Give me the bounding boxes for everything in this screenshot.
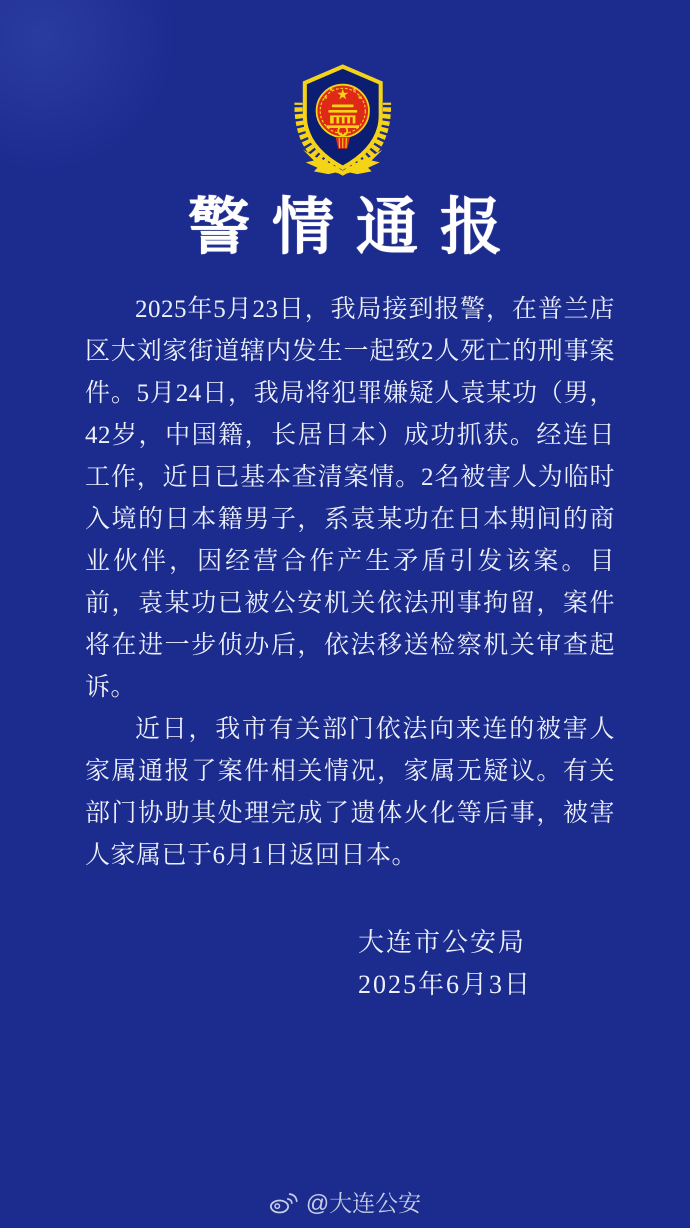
notice-paragraph-2: 近日，我市有关部门依法向来连的被害人家属通报了案件相关情况，家属无疑议。有关部门协助其处理完成了遗体火化等后事，被害人家属已于6月1日返回日本。 xyxy=(85,716,615,869)
signature-agency: 大连市公安局 xyxy=(358,928,527,957)
notice-paragraph-1: 2025年5月23日，我局接到报警，在普兰店区大刘家街道辖内发生一起致2人死亡的刑事案件。5月24日，我局将犯罪嫌疑人袁某功（男，42岁，中国籍，长居日本）成功抓获。经连日工作，近日已基本查清案情。2名被害人为临时入境的日本籍男子，系袁某功在日本期间的商业伙伴，因经营合作产生矛盾引发该案。目前，袁某功已被公安机关依法刑事拘留，案件将在进一步侦办后，依法移送检察机关审查起诉。 xyxy=(85,296,615,701)
watermark-text: @大连公安 xyxy=(305,1190,422,1216)
signature-date: 2025年6月3日 xyxy=(358,970,533,999)
notice-body xyxy=(85,289,615,877)
signature-block xyxy=(358,922,532,1006)
weibo-icon xyxy=(269,1190,299,1214)
police-badge-icon xyxy=(287,60,399,178)
notice-title: 警情通报 xyxy=(187,194,524,262)
watermark xyxy=(0,1185,690,1218)
police-emblem xyxy=(287,60,399,178)
